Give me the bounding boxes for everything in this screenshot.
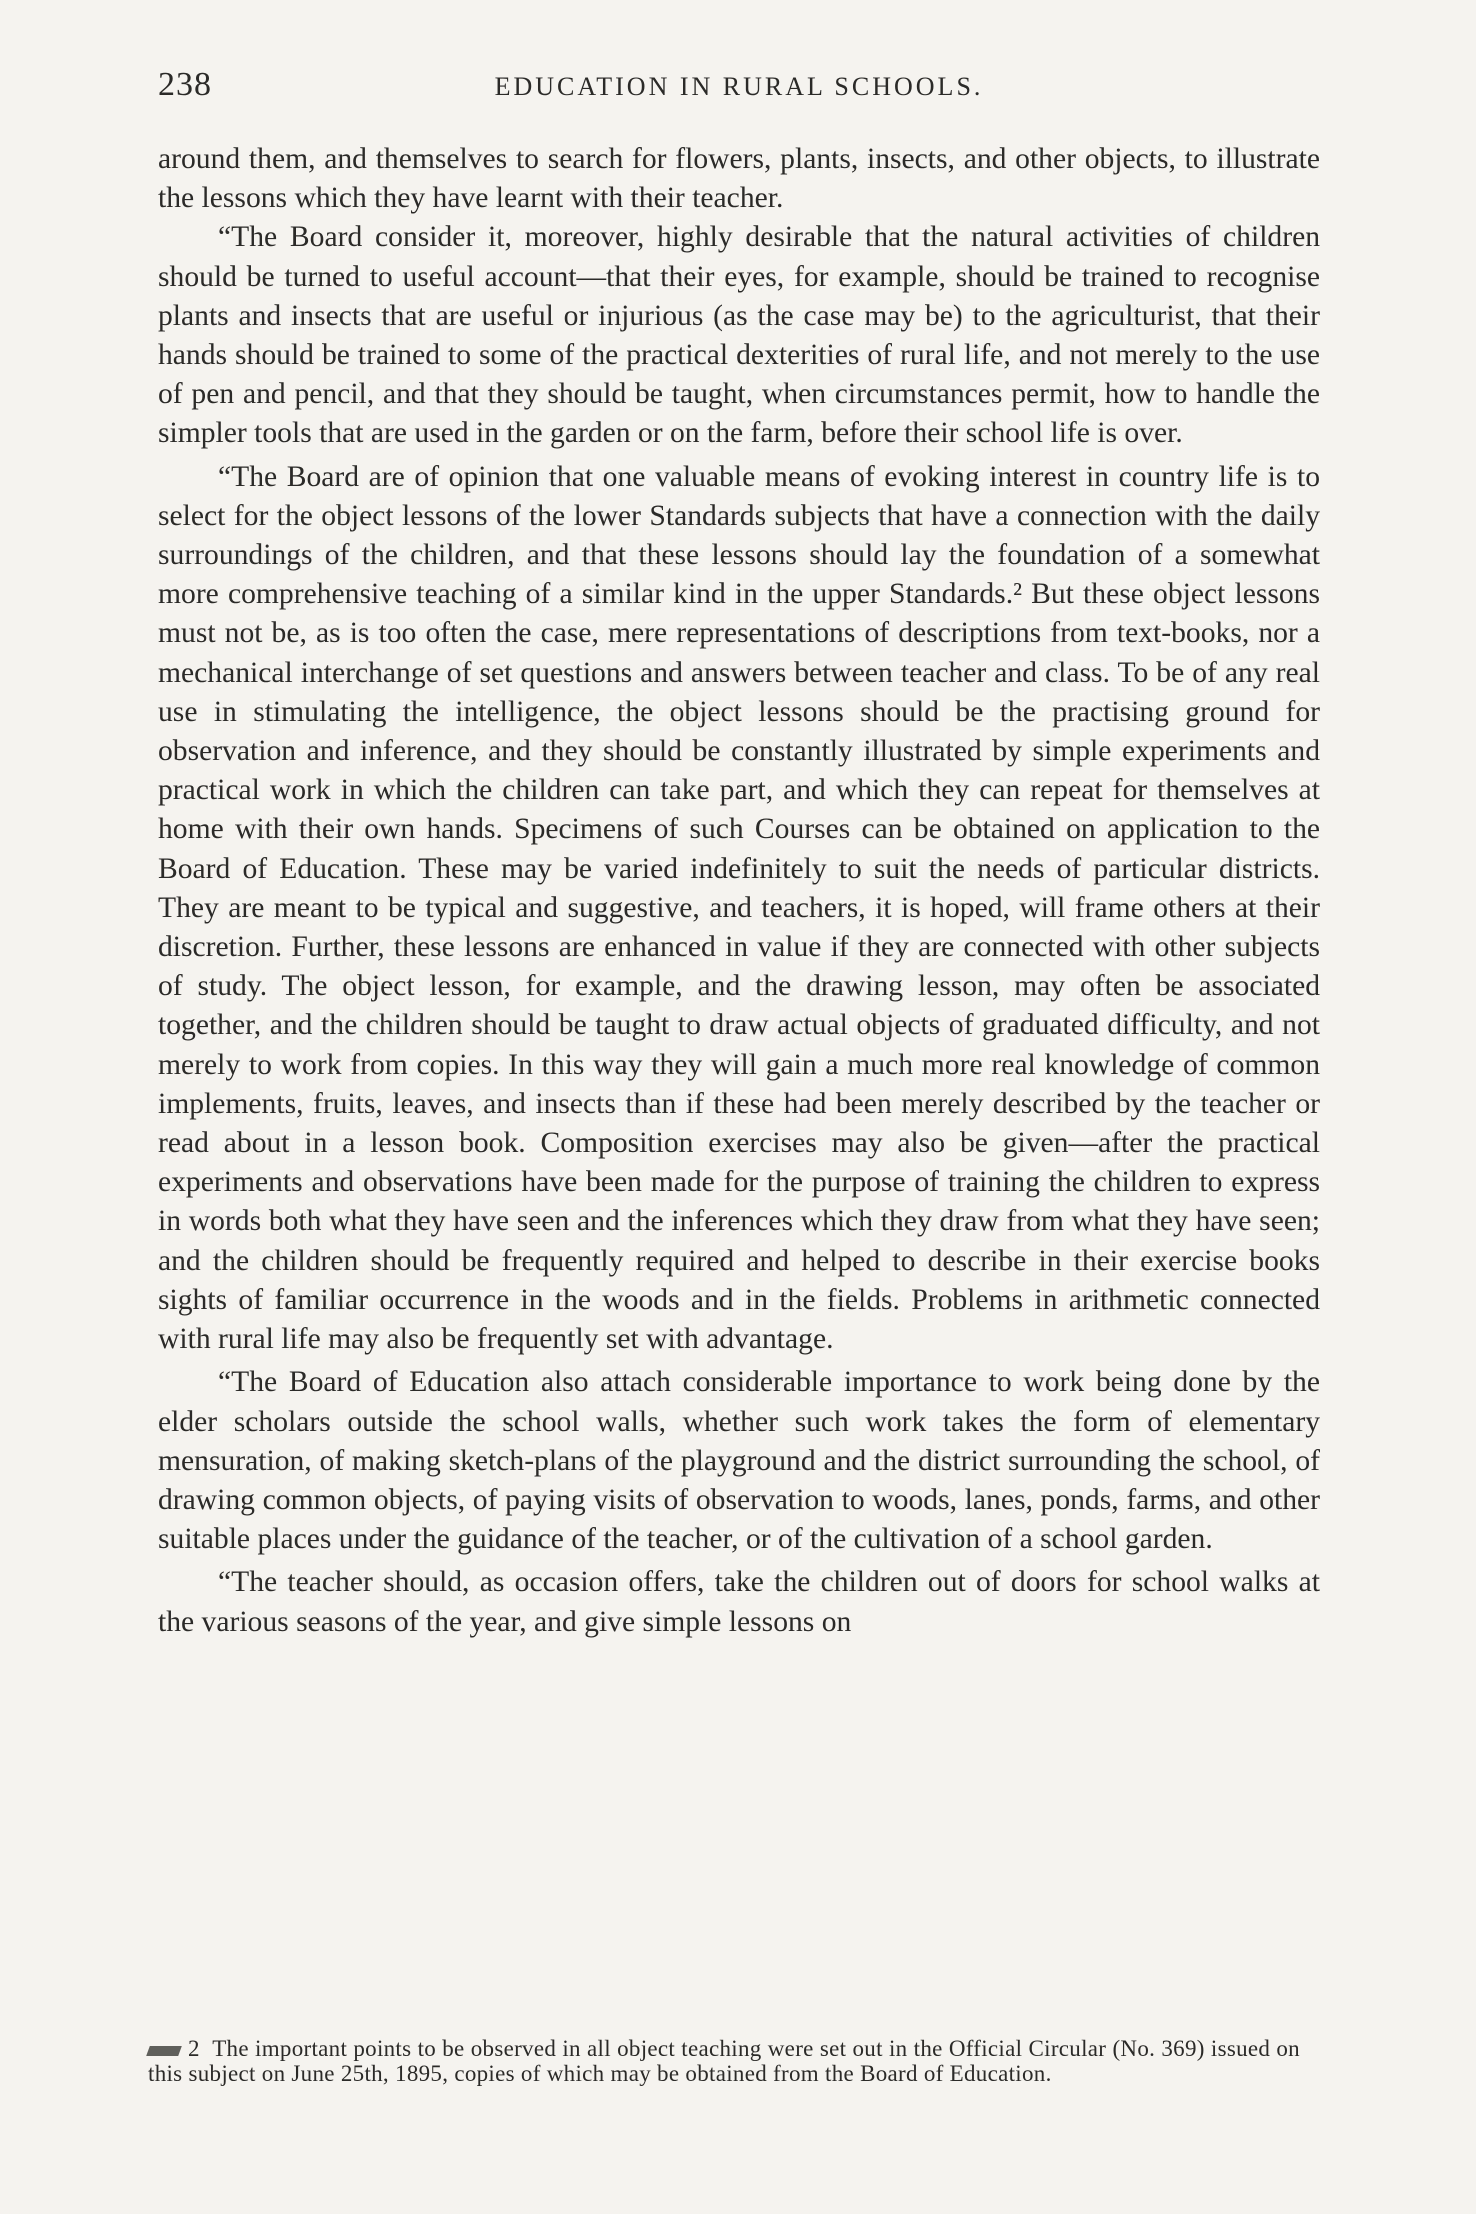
running-title: EDUCATION IN RURAL SCHOOLS. [494,72,984,101]
body-text [158,140,1320,1642]
footnote [148,2036,1300,2086]
footnote-text: The important points to be observed in all object teaching were set out in the Official Circular (No. 369) issued on this subject on June 25th, 1895, copies of which may be obtained from the Board of Education. [148,2036,1300,2086]
paragraph-continuation: around them, and themselves to search for flowers, plants, insects, and other objects, to illustrate the lessons which they have learnt with their teacher. [158,143,1320,215]
paragraph-natural-activities: “The Board consider it, moreover, highly desirable that the natural activities of children should be turned to useful account—that their eyes, for example, should be trained to recognise plants and insects that are useful or injurious (as the case may be) to the agriculturist, that their hands should be trained to some of the practical dexterities of rural life, and not merely to the use of pen and pencil, and that they should be taught, when circumstances permit, how to handle the simpler tools that are used in the garden or on the farm, before their school life is over. [158,221,1320,450]
page-header [158,66,1320,116]
paragraph-school-walks: “The teacher should, as occasion offers, take the children out of doors for school walks at the various seasons of the year, and give simple lessons on [158,1566,1320,1638]
paragraph-outdoor-work: “The Board of Education also attach considerable importance to work being done by the elder scholars outside the school walls, whether such work takes the form of elementary mensuration, of making sketch-plans of the playground and the district surrounding the school, of drawing common objects, of paying visits of observation to woods, lanes, ponds, farms, and other suitable places under the guidance of the teacher, or of the cultivation of a school garden. [158,1366,1320,1556]
footnote-mark-icon [146,2046,182,2056]
footnote-number: 2 [188,2036,200,2061]
paragraph-object-lessons: “The Board are of opinion that one valuable means of evoking interest in country life is to select for the object lessons of the lower Standards subjects that have a connection with the daily surroundings of the children, and that these lessons should lay the foundation of a somewhat more comprehensive teaching of a similar kind in the upper Standards.² But these object lessons must not be, as is too often the case, mere representations of descriptions from text-books, nor a mechanical interchange of set questions and answers between teacher and class. To be of any real use in stimulating the intelligence, the object lessons should be the practising ground for observation and inference, and they should be constantly illustrated by simple experiments and practical work in which the children can take part, and which they can repeat for themselves at home with their own hands. Specimens of such Courses can be obtained on application to the Board of Education. These may be varied indefinitely to suit the needs of particular districts. They are meant to be typical and suggestive, and teachers, it is hoped, will frame others at their discretion. Further, these lessons are enhanced in value if they are connected with other subjects of study. The object lesson, for example, and the drawing lesson, may often be associated together, and the children should be taught to draw actual objects of graduated difficulty, and not merely to work from copies. In this way they will gain a much more real knowledge of common implements, fruits, leaves, and insects than if these had been merely described by the teacher or read about in a lesson book. Composition exercises may also be given—after the practical experiments and observations have been made for the purpose of training the children to express in words both what they have seen and the inferences which they draw from what they have seen; and the children should be frequently required and helped to describe in their exercise books sights of familiar occurrence in the woods and in the fields. Problems in arithmetic connected with rural life may also be frequently set with advantage. [158,460,1320,1356]
page-number: 238 [158,66,212,103]
